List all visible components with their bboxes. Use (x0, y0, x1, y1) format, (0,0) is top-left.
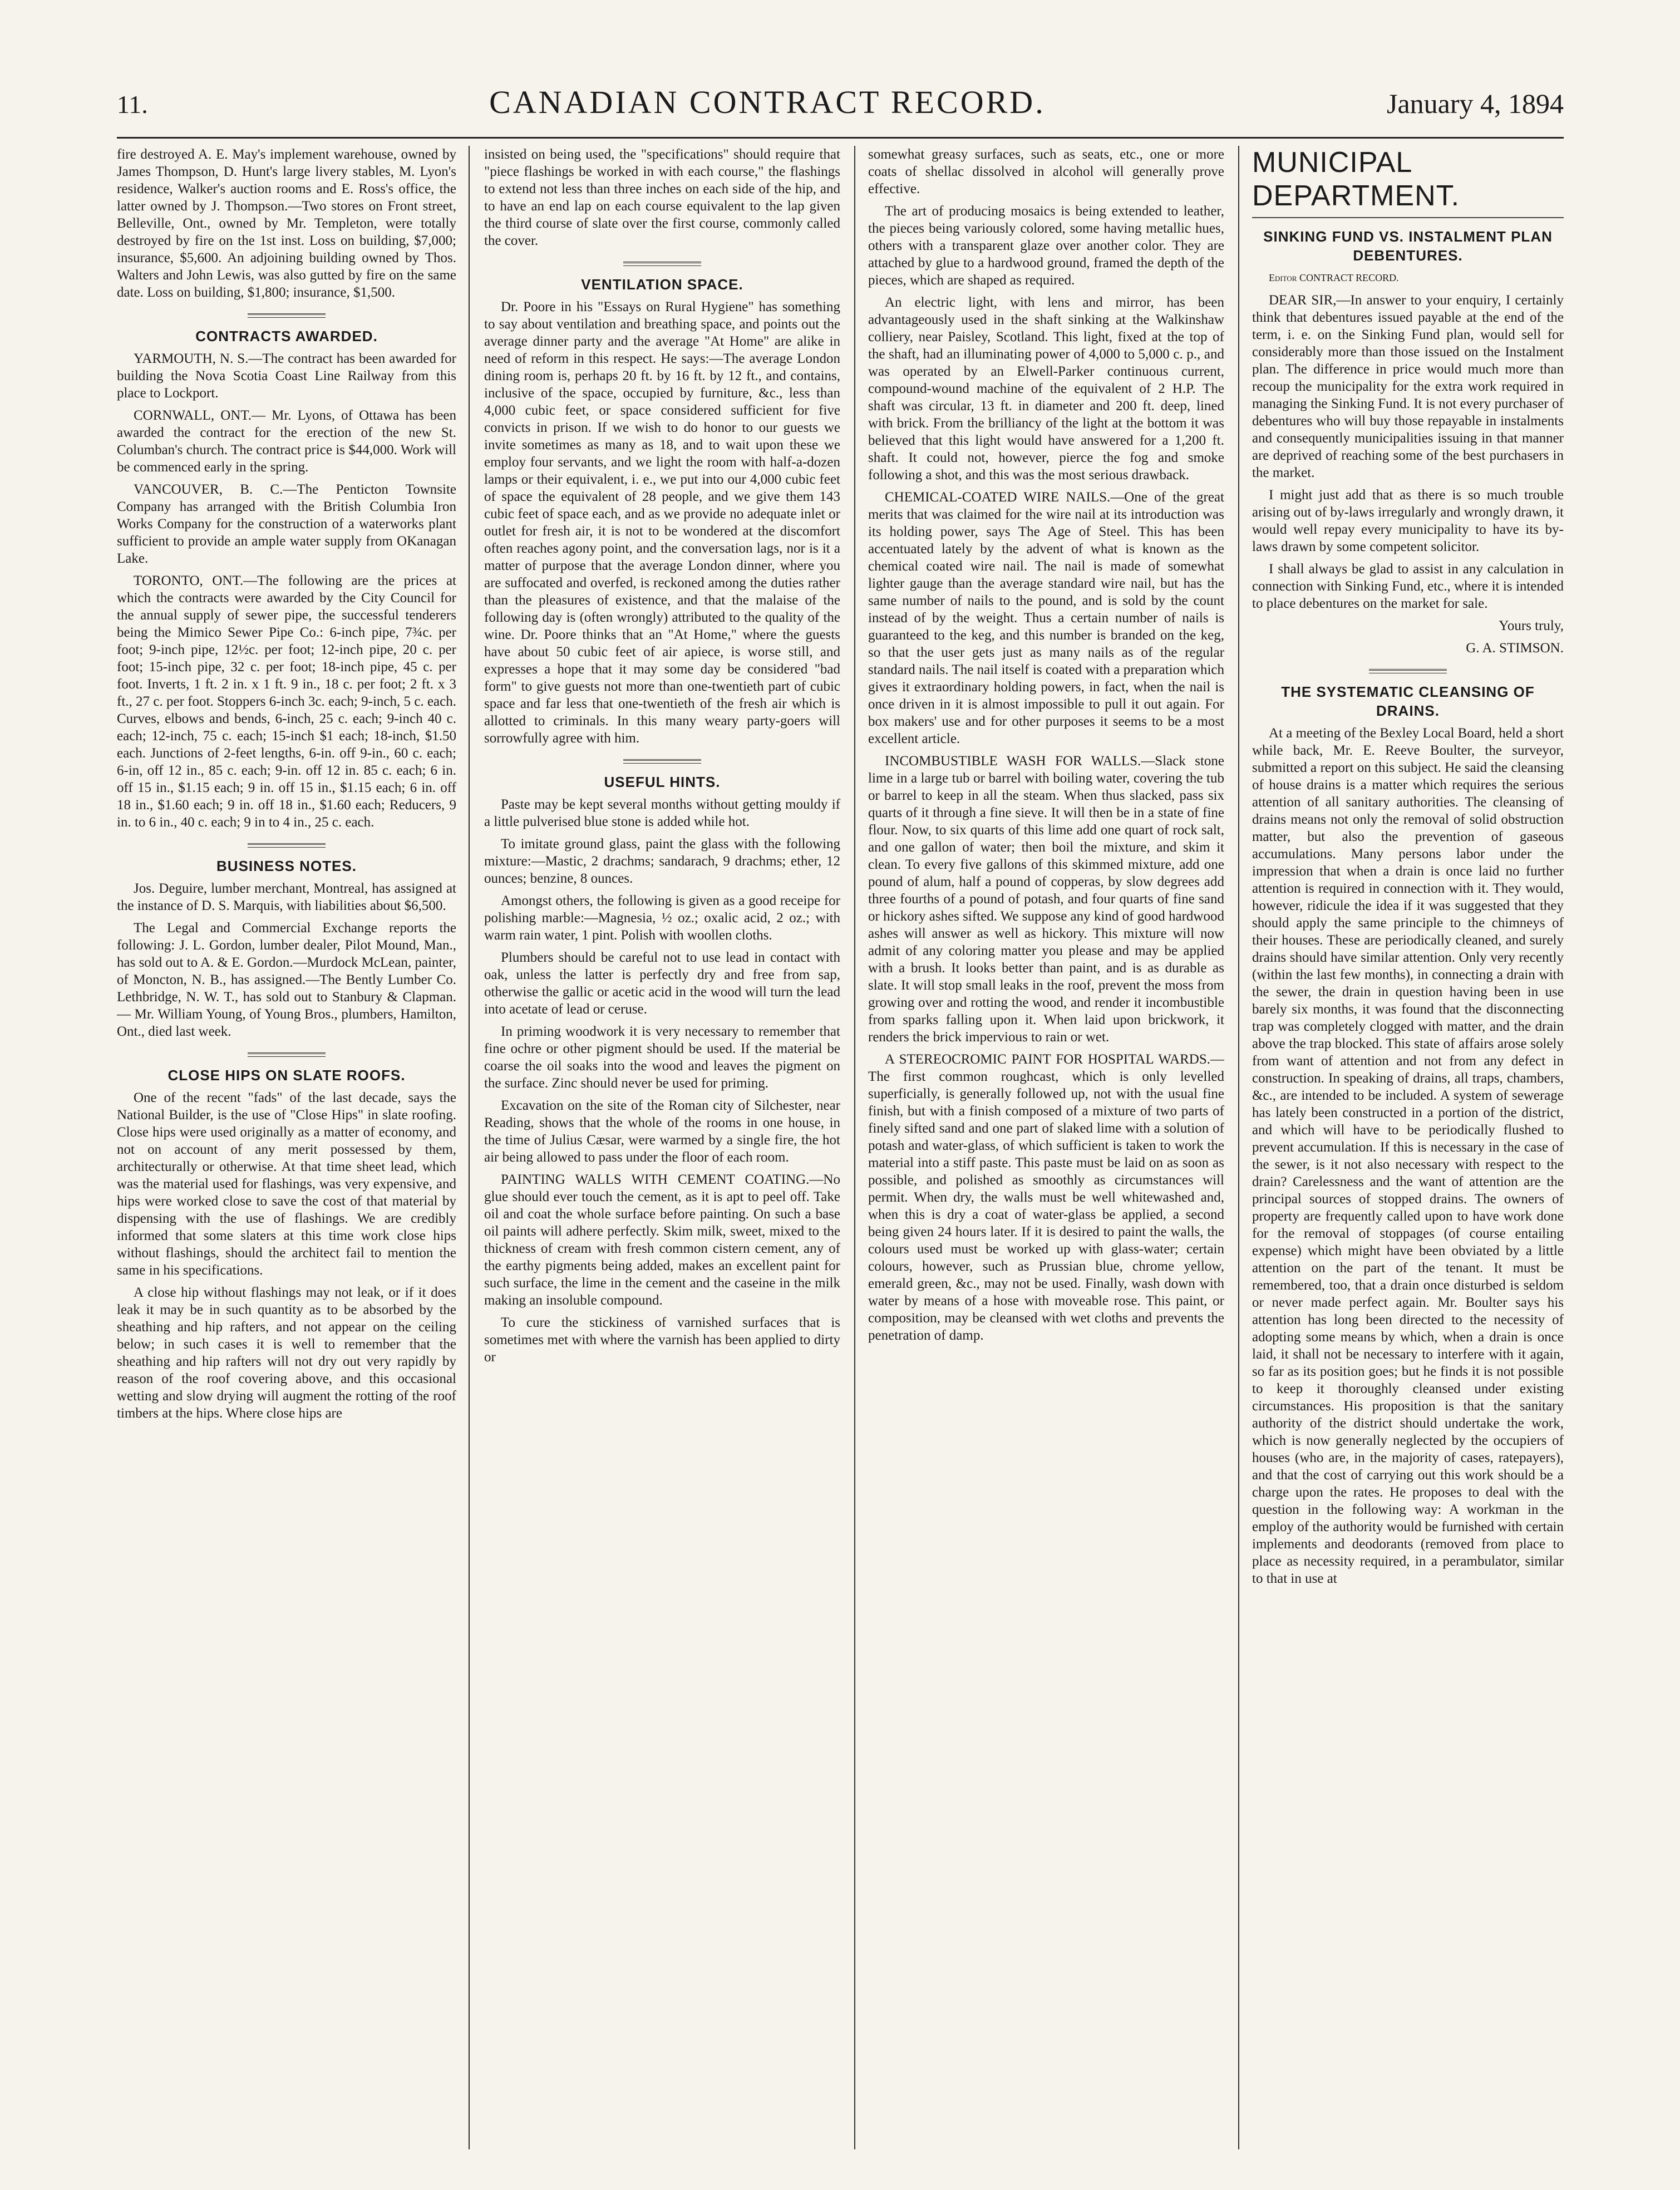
hips-continuation-paragraph: insisted on being used, the "specifications" should require that "piece flashings be worked in with each course," the flashings to extend not less than three inches on each side of the hip, and to have an end lap on each course equivalent to the lap given the third course of slate over the first course, commonly called the cover. (484, 147, 840, 248)
sinking-fund-paragraph-2: I might just add that as there is so much trouble arising out of by-laws irregularly and wrongly drawn, it would well repay every municipality to have its by-laws drawn by some competent solicitor. (1252, 488, 1564, 554)
hint-cement-walls: PAINTING WALLS WITH CEMENT COATING.—No glue should ever touch the cement, as it is apt to peel off. Take oil and coat the whole surface before painting. On such a base oil paints will adhere perfectly. Skim milk, sweet, mixed to the thickness of cream with fresh common cistern cement, any of the earthy pigments being added, makes an excellent paint for such surface, the lime in the cement and the caseine in the milk making an insoluble compound. (484, 1172, 840, 1308)
hint-varnish: To cure the stickiness of varnished surfaces that is sometimes met with where the varnish has been applied to dirty or (484, 1315, 840, 1365)
column-divider (469, 146, 470, 2149)
toronto-paragraph: TORONTO, ONT.—The following are the prices at which the contracts were awarded by the City Council for the annual supply of sewer pipe, the successful tenderers being the Mimico Sewer Pipe Co.: 6-inch pipe, 7¾c. per foot; 9-inch pipe, 12½c. per foot; 12-inch pipe, 20 c. per foot; 15-inch pipe, 32 c. per foot; 18-inch pipe, 45 c. per foot. Inverts, 1 ft. 2 in. x 1 ft. 9 in., 18 c. per foot; 2 ft. x 3 ft., 27 c. per foot. Stoppers 6-inch 3c. each; 9-inch, 5 c. each. Curves, elbows and bends, 6-inch, 25 c. each; 9-inch 40 c. each; 12-inch, 75 c. each; 15-inch $1 each; 18-inch, $1.50 each. Junctions of 2-feet lengths, 6-in. off 9-in., 60 c. each; 6-in, off 12 in., 85 c. each; 9-in. off 12 in. 85 c. each; 6 in. off 15 in., $1.15 each; 9 in. off 15 in., $1.15 each; 6 in. off 18 in., $1.60 each; 9 in. off 18 in., $1.60 each; Reducers, 9 in. to 6 in., 40 c. each; 9 in to 4 in., 25 c. each. (117, 573, 456, 830)
column-divider (854, 146, 855, 2149)
section-separator (248, 1052, 326, 1057)
letter-closing: Yours truly, (1499, 618, 1564, 633)
section-separator (623, 262, 701, 266)
column-divider (1238, 146, 1239, 2149)
hint-plumbers: Plumbers should be careful not to use lead in contact with oak, unless the latter is perfectly dry and free from sap, otherwise the gallic or acetic acid in the wood will turn the lead into acetate of lead or ceruse. (484, 950, 840, 1017)
hint-ground-glass: To imitate ground glass, paint the glass with the following mixture:—Mastic, 2 drachms; sandarach, 9 drachms; ether, 12 ounces; benzine, 8 ounces. (484, 836, 840, 886)
cornwall-paragraph: CORNWALL, ONT.— Mr. Lyons, of Ottawa has been awarded the contract for the erection of the new St. Columban's church. The contract price is $44,000. Work will be commenced early in the spring. (117, 408, 456, 475)
page-header (117, 83, 1564, 134)
sinking-fund-paragraph-3: I shall always be glad to assist in any calculation in connection with Sinking Fund, etc., where it is intended to place debentures on the market for sale. (1252, 562, 1564, 611)
column-3 (868, 146, 1224, 2161)
hint-silchester: Excavation on the site of the Roman city of Silchester, near Reading, shows that the whole of the rooms in one house, in the time of Julius Cæsar, were warmed by a single fire, the hot air being allowed to pass under the floor of each room. (484, 1098, 840, 1165)
publication-title: CANADIAN CONTRACT RECORD. (489, 84, 1046, 120)
stereocromic-paint-paragraph: A STEREOCROMIC PAINT FOR HOSPITAL WARDS.—The first common roughcast, which is only levelled superficially, is generally followed up, not with the usual fine finish, but with a finish composed of a mixture of two parts of finely sifted sand and one part of slaked lime with a solution of potash and water-glass, of which sufficient is taken to work the material into a stiff paste. This paste must be laid on as soon as possible, and polished as smoothly as circumstances will permit. When dry, the walls must be well whitewashed and, when this is dry a coat of water-glass be applied, a second being given 24 hours later. If it is desired to paint the walls, the colours used must be worked up with glass-water; certain colours, however, such as Prussian blue, chrome yellow, emerald green, &c., may not be used. Finally, wash down with water by means of a hose with moveable rose. This paint, or composition, may be cleansed with wet cloths and prevents the penetration of damp. (868, 1052, 1224, 1343)
section-separator (248, 843, 326, 848)
section-separator (248, 313, 326, 318)
hint-paste: Paste may be kept several months without getting mouldy if a little pulverised blue stone is added while hot. (484, 797, 840, 829)
column-4 (1252, 146, 1564, 2161)
cleansing-drains-paragraph: At a meeting of the Bexley Local Board, held a short while back, Mr. E. Reeve Boulter, the surveyor, submitted a report on this subject. He said the cleansing of house drains is a matter which requires the serious attention of all sanitary authorities. The cleansing of drains means not only the removal of solid obstruction matter, but also the prevention of gaseous accumulations. Many persons labor under the impression that when a drain is once laid no further attention is required in connection with it. They would, however, ridicule the idea if it was suggested that they should apply the same principle to the chimneys of their houses. These are periodically cleaned, and surely drains should have similar attention. Only very recently (within the last few months), in connecting a drain with the sewer, the drain in question having been in use barely six months, it was found that the disconnecting trap was completely clogged with matter, and the drain above the trap blocked. This state of affairs arose solely from want of attention and not from any defect in construction. In speaking of drains, all traps, chambers, &c., are intended to be included. A system of sewerage has lately been constructed in a portion of the district, and which will have to be periodically flushed to prevent accumulation. If this is necessary in the case of the sewer, is it not also necessary with respect to the drain? Carelessness and the want of attention are the principal sources of stopped drains. The owners of property are frequently called upon to have work done for the removal of stoppages (of course entailing expense) which might have been obviated by a little attention on the part of the tenant. It must be remembered, too, that a drain once disturbed is seldom or never made perfect again. Mr. Boulter says his attention has long been directed to the necessity of adopting some means by which, when a drain is once laid, it shall not be necessary to interfere with it again, so far as its position goes; but he finds it is not possible to keep it thoroughly cleansed under existing circumstances. His proposition is that the sanitary authority of the district should undertake the work, which is now generally neglected by the occupiers of houses (who are, in the majority of cases, ratepayers), and that the cost of carrying out this work should be a charge upon the rates. He proposes to deal with the question in the following way: A workman in the employ of the authority would be furnished with certain implements and deodorants (removed from place to place as necessity required, in a perambulator, similar to that in use at (1252, 726, 1564, 1586)
vancouver-paragraph: VANCOUVER, B. C.—The Penticton Townsite Company has arranged with the British Columbia Iron Works Company for the construction of a waterworks plant sufficient to provide an ample water supply from OKanagan Lake. (117, 482, 456, 566)
fire-paragraph: fire destroyed A. E. May's implement warehouse, owned by James Thompson, D. Hunt's large livery stables, M. Lyon's residence, Walker's auction rooms and E. Ross's office, the latter owned by J. Thompson.—Two stores on Front street, Belleville, Ont., owned by Mr. Templeton, were totally destroyed by fire on the 1st inst. Loss on building, $7,000; insurance, $5,600. An adjoining building owned by Thos. Walters and John Lewis, was also gutted by fire on the same date. Loss on building, $1,800; insurance, $1,500. (117, 147, 456, 300)
letter-signature: G. A. STIMSON. (1466, 641, 1564, 656)
header-rule (117, 137, 1564, 139)
wire-nails-paragraph: CHEMICAL-COATED WIRE NAILS.—One of the great merits that was claimed for the wire nail at its introduction was its holding power, says The Age of Steel. This has been accentuated lately by the advent of what is known as the chemical coated wire nail. The nail is made of somewhat lighter gauge than the average standard wire nail, but has the same number of nails to the pound, and is sold by the count instead of by the weight. Thus a certain number of nails is guaranteed to the keg, and this number is branded on the keg, so that the user gets just as many nails as of the regular standard nails. The nail itself is coated with a preparation which gives it extraordinary holding powers, in fact, when the nail is once driven in it is almost impossible to pull it out again. For box makers' use and for other purposes it seems to be a most excellent article. (868, 490, 1224, 746)
sinking-fund-paragraph-1: DEAR SIR,—In answer to your enquiry, I certainly think that debentures issued payable at the end of the term, i. e. on the Sinking Fund plan, would sell for considerably more than those issued on the Instalment plan. The difference in price would much more than recoup the municipality for the extra work required in managing the Sinking Fund. It is not every purchaser of debentures who will buy those repayable in instalments and consequently municipalities issuing in that manner are deprived of reaching some of the best purchasers in the market. (1252, 293, 1564, 480)
column-2 (484, 146, 840, 2161)
business-notes-heading: BUSINESS NOTES. (216, 858, 357, 874)
yarmouth-paragraph: YARMOUTH, N. S.—The contract has been awarded for building the Nova Scotia Coast Line Railway from this place to Lockport. (117, 351, 456, 401)
varnish-continuation-paragraph: somewhat greasy surfaces, such as seats, etc., one or more coats of shellac dissolved in alcohol will generally prove effective. (868, 147, 1224, 196)
hint-marble: Amongst others, the following is given as a good receipe for polishing marble:—Magnesia, ½ oz.; oxalic acid, 2 oz.; with warm rain water, 1 pint. Polish with woollen cloths. (484, 893, 840, 943)
department-rule (1252, 217, 1564, 218)
useful-hints-heading: USEFUL HINTS. (604, 774, 721, 790)
close-hips-paragraph-1: One of the recent "fads" of the last decade, says the National Builder, is the use of "Close Hips" in slate roofing. Close hips were used originally as a matter of economy, and not on account of any merit possessed by them, architecturally or otherwise. At that time sheet lead, which was the material used for flashings, was very expensive, and hips were worked close to save the cost of that material by dispensing with the use of flashings. We are credibly informed that some slaters at this time work close hips without flashings, should the architect fail to mention the same in his specifications. (117, 1090, 456, 1278)
sinking-fund-heading: SINKING FUND VS. INSTALMENT PLAN DEBENTURES. (1263, 228, 1553, 264)
page-number: 11. (117, 90, 148, 119)
deguire-paragraph: Jos. Deguire, lumber merchant, Montreal, has assigned at the instance of D. S. Marquis, with liabilities about $6,500. (117, 881, 456, 913)
electric-light-paragraph: An electric light, with lens and mirror, has been advantageously used in the shaft sinking at the Walkinshaw colliery, near Paisley, Scotland. This light, fixed at the top of the shaft, had an illuminating power of 4,000 to 5,000 c. p., and was operated by an Elwell-Parker continuous current, compound-wound machine of the equivalent of 2 H.P. The shaft was circular, 13 ft. in diameter and 200 ft. deep, lined with brick. From the brilliancy of the light at the bottom it was believed that this light would have answered for a 1,200 ft. shaft. It could not, however, pierce the fog and smoke following a shot, and this was the most serious drawback. (868, 295, 1224, 483)
contracts-awarded-heading: CONTRACTS AWARDED. (195, 328, 378, 345)
editor-line: Editor CONTRACT RECORD. (1269, 272, 1399, 283)
hint-priming: In priming woodwork it is very necessary to remember that fine ochre or other pigment should be used. If the material be coarse the oil soaks into the wood and leaves the pigment on the surface. Zinc should never be used for priming. (484, 1024, 840, 1091)
section-separator (623, 759, 701, 764)
close-hips-heading: CLOSE HIPS ON SLATE ROOFS. (167, 1067, 406, 1084)
issue-date: January 4, 1894 (1387, 88, 1564, 119)
column-1 (117, 146, 456, 2161)
section-separator (1369, 669, 1447, 673)
municipal-department-title: MUNICIPAL DEPARTMENT. (1252, 146, 1460, 212)
ventilation-paragraph: Dr. Poore in his "Essays on Rural Hygiene" has something to say about ventilation and breathing space, and points out the average dinner party and the average "At Home" are alike in need of reform in this respect. He says:—The average London dining room is, perhaps 20 ft. by 16 ft. by 12 ft., and contains, inclusive of the space, occupied by furniture, &c., less than 4,000 cubic feet, or space considered sufficient for five convicts in prison. If we wish to do honor to our guests we invite sometimes as many as 18, and to wait upon these we employ four servants, and we light the room with half-a-dozen lamps or their equivalent, i. e., we put into our 4,000 cubic feet of space the equivalent of 28 people, and we give them 143 cubic feet of space each, and as we provide no adequate inlet or outlet for fresh air, it is not to be wondered at the discomfort often reaches agony point, and the conversation lags, nor is it a matter of purpose that the average London dinner, where you are suffocated and overfed, is reckoned among the duties rather than the pleasures of existence, and that the malaise of the following day is (often wrongly) attributed to the quality of the wine. Dr. Poore thinks that an "At Home," where the guests have about 50 cubic feet of air apiece, is worse still, and expresses a hope that it may some day be considered "bad form" to give guests not more than one-twentieth part of cubic space and far less that one-twentieth of the fresh air which is allotted to criminals. In this many weary party-goers will sorrowfully agree with him. (484, 299, 840, 746)
legal-exchange-paragraph: The Legal and Commercial Exchange reports the following: J. L. Gordon, lumber dealer, Pilot Mound, Man., has sold out to A. & E. Gordon.—Murdock McLean, painter, of Moncton, N. B., has assigned.—The Bently Lumber Co. Lethbridge, N. W. T., has sold out to Stanbury & Clapman. — Mr. William Young, of Young Bros., plumbers, Hamilton, Ont., died last week. (117, 921, 456, 1039)
close-hips-paragraph-2: A close hip without flashings may not leak, or if it does leak it may be in such quantity as to be absorbed by the sheathing and hip rafters, and not appear on the ceiling below; in such cases it is well to remember that the sheathing and hip rafters will not dry out very rapidly by reason of the roof covering above, and this occasional wetting and slow drying will augment the rotting of the roof timbers at the hips. Where close hips are (117, 1285, 456, 1421)
cleansing-drains-heading: THE SYSTEMATIC CLEANSING OF DRAINS. (1281, 683, 1535, 719)
mosaic-paragraph: The art of producing mosaics is being extended to leather, the pieces being variously colored, some having metallic hues, others with a transparent glaze over another color. They are attached by glue to a hardwood ground, framed the depth of the pieces, which are shaped as required. (868, 204, 1224, 288)
incombustible-wash-paragraph: INCOMBUSTIBLE WASH FOR WALLS.—Slack stone lime in a large tub or barrel with boiling water, covering the tub or barrel to keep in all the steam. When thus slacked, pass six quarts of it through a fine sieve. It will then be in a state of fine flour. Now, to six quarts of this lime add one quart of rock salt, and one gallon of water; then boil the mixture, and skim it clean. To every five gallons of this skimmed mixture, add one pound of alum, half a pound of copperas, by slow degrees add three fourths of a pound of potash, and four quarts of fine sand or hickory ashes sifted. We suppose any kind of good hardwood ashes will answer as well as hickory. This mixture will now admit of any coloring matter you please and may be applied with a brush. It looks better than paint, and is as durable as slate. It will stop small leaks in the roof, prevent the moss from growing over and rotting the wood, and render it incombustible from sparks falling upon it. When laid upon brickwork, it renders the brick impervious to rain or wet. (868, 754, 1224, 1045)
ventilation-space-heading: VENTILATION SPACE. (581, 276, 743, 293)
